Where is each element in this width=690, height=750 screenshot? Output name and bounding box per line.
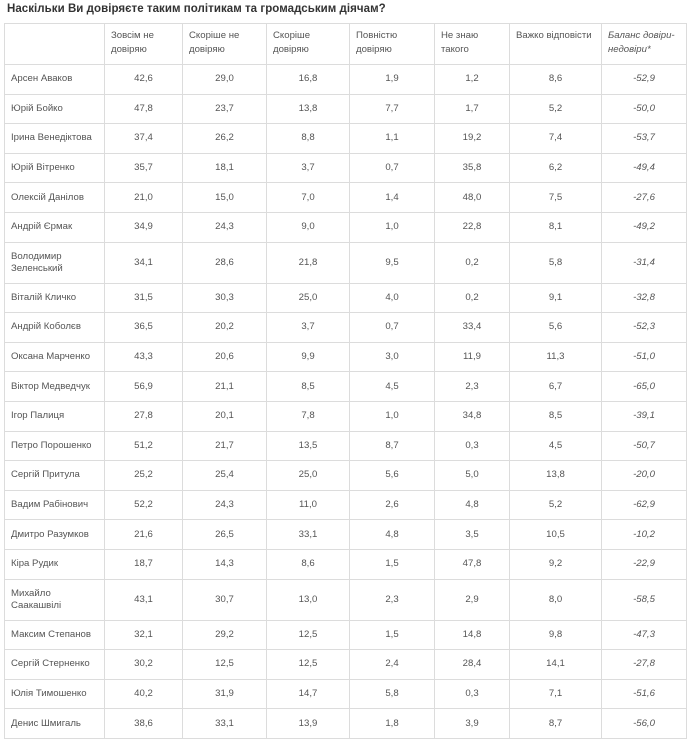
cell-dont-know: 19,2 <box>435 124 510 154</box>
cell-trust-balance: -52,3 <box>602 313 687 343</box>
cell-no-trust-at-all: 47,8 <box>105 94 183 124</box>
cell-no-trust-at-all: 27,8 <box>105 401 183 431</box>
table-row <box>5 461 687 491</box>
cell-no-trust-at-all: 38,6 <box>105 709 183 739</box>
cell-rather-no-trust: 20,6 <box>183 342 267 372</box>
cell-politician-name: Сергій Притула <box>5 461 105 491</box>
table-row <box>5 65 687 95</box>
cell-full-trust: 0,7 <box>350 313 435 343</box>
cell-rather-no-trust: 20,1 <box>183 401 267 431</box>
cell-rather-no-trust: 33,1 <box>183 709 267 739</box>
cell-rather-trust: 12,5 <box>267 620 350 650</box>
cell-politician-name: Михайло Саакашвілі <box>5 579 105 620</box>
column-header-rather-no-trust: Скоріше не довіряю <box>183 24 267 65</box>
cell-rather-no-trust: 29,0 <box>183 65 267 95</box>
cell-trust-balance: -62,9 <box>602 490 687 520</box>
cell-hard-to-answer: 8,5 <box>510 401 602 431</box>
table-row <box>5 124 687 154</box>
cell-rather-no-trust: 28,6 <box>183 242 267 283</box>
table-row <box>5 153 687 183</box>
cell-dont-know: 48,0 <box>435 183 510 213</box>
cell-trust-balance: -56,0 <box>602 709 687 739</box>
cell-full-trust: 1,0 <box>350 212 435 242</box>
table-row <box>5 709 687 739</box>
cell-no-trust-at-all: 30,2 <box>105 650 183 680</box>
cell-full-trust: 7,7 <box>350 94 435 124</box>
cell-dont-know: 2,9 <box>435 579 510 620</box>
cell-no-trust-at-all: 43,3 <box>105 342 183 372</box>
cell-no-trust-at-all: 21,6 <box>105 520 183 550</box>
cell-dont-know: 0,2 <box>435 242 510 283</box>
cell-dont-know: 4,8 <box>435 490 510 520</box>
cell-rather-trust: 14,7 <box>267 679 350 709</box>
cell-politician-name: Кіра Рудик <box>5 549 105 579</box>
cell-rather-no-trust: 23,7 <box>183 94 267 124</box>
cell-dont-know: 3,5 <box>435 520 510 550</box>
column-header-full-trust: Повністю довіряю <box>350 24 435 65</box>
cell-rather-trust: 11,0 <box>267 490 350 520</box>
cell-rather-no-trust: 15,0 <box>183 183 267 213</box>
cell-full-trust: 1,5 <box>350 549 435 579</box>
cell-trust-balance: -47,3 <box>602 620 687 650</box>
cell-rather-no-trust: 14,3 <box>183 549 267 579</box>
cell-politician-name: Володимир Зеленський <box>5 242 105 283</box>
cell-no-trust-at-all: 18,7 <box>105 549 183 579</box>
cell-rather-no-trust: 18,1 <box>183 153 267 183</box>
cell-rather-trust: 7,0 <box>267 183 350 213</box>
cell-trust-balance: -22,9 <box>602 549 687 579</box>
cell-full-trust: 1,5 <box>350 620 435 650</box>
cell-rather-trust: 25,0 <box>267 283 350 313</box>
cell-full-trust: 2,4 <box>350 650 435 680</box>
cell-hard-to-answer: 7,4 <box>510 124 602 154</box>
cell-full-trust: 5,8 <box>350 679 435 709</box>
cell-no-trust-at-all: 25,2 <box>105 461 183 491</box>
cell-hard-to-answer: 9,8 <box>510 620 602 650</box>
column-header-hard-to-answer: Важко відповісти <box>510 24 602 65</box>
cell-dont-know: 28,4 <box>435 650 510 680</box>
cell-hard-to-answer: 8,6 <box>510 65 602 95</box>
cell-trust-balance: -10,2 <box>602 520 687 550</box>
cell-politician-name: Олексій Данілов <box>5 183 105 213</box>
cell-hard-to-answer: 6,7 <box>510 372 602 402</box>
cell-politician-name: Юлія Тимошенко <box>5 679 105 709</box>
table-row <box>5 283 687 313</box>
table-row <box>5 372 687 402</box>
cell-hard-to-answer: 7,1 <box>510 679 602 709</box>
cell-politician-name: Вадим Рабінович <box>5 490 105 520</box>
cell-no-trust-at-all: 36,5 <box>105 313 183 343</box>
cell-dont-know: 0,2 <box>435 283 510 313</box>
cell-rather-no-trust: 26,5 <box>183 520 267 550</box>
trust-table <box>4 23 687 739</box>
column-header-trust-balance: Баланс довіри-недовіри* <box>602 24 687 65</box>
cell-no-trust-at-all: 56,9 <box>105 372 183 402</box>
cell-dont-know: 33,4 <box>435 313 510 343</box>
cell-rather-trust: 3,7 <box>267 153 350 183</box>
cell-rather-no-trust: 25,4 <box>183 461 267 491</box>
cell-dont-know: 34,8 <box>435 401 510 431</box>
cell-trust-balance: -53,7 <box>602 124 687 154</box>
table-row <box>5 401 687 431</box>
cell-full-trust: 1,8 <box>350 709 435 739</box>
cell-full-trust: 2,3 <box>350 579 435 620</box>
cell-hard-to-answer: 8,7 <box>510 709 602 739</box>
cell-rather-no-trust: 21,1 <box>183 372 267 402</box>
cell-full-trust: 1,9 <box>350 65 435 95</box>
cell-dont-know: 47,8 <box>435 549 510 579</box>
cell-hard-to-answer: 14,1 <box>510 650 602 680</box>
cell-trust-balance: -27,6 <box>602 183 687 213</box>
table-row <box>5 212 687 242</box>
cell-trust-balance: -58,5 <box>602 579 687 620</box>
column-header-rather-trust: Скоріше довіряю <box>267 24 350 65</box>
cell-politician-name: Віктор Медведчук <box>5 372 105 402</box>
cell-no-trust-at-all: 31,5 <box>105 283 183 313</box>
cell-rather-trust: 8,6 <box>267 549 350 579</box>
cell-no-trust-at-all: 52,2 <box>105 490 183 520</box>
cell-trust-balance: -51,6 <box>602 679 687 709</box>
cell-hard-to-answer: 4,5 <box>510 431 602 461</box>
cell-rather-trust: 12,5 <box>267 650 350 680</box>
cell-full-trust: 9,5 <box>350 242 435 283</box>
table-row <box>5 650 687 680</box>
cell-trust-balance: -31,4 <box>602 242 687 283</box>
cell-dont-know: 1,2 <box>435 65 510 95</box>
table-row <box>5 313 687 343</box>
cell-politician-name: Сергій Стерненко <box>5 650 105 680</box>
cell-rather-trust: 8,8 <box>267 124 350 154</box>
table-row <box>5 183 687 213</box>
cell-politician-name: Арсен Аваков <box>5 65 105 95</box>
cell-no-trust-at-all: 34,1 <box>105 242 183 283</box>
column-header-name <box>5 24 105 65</box>
cell-rather-trust: 9,9 <box>267 342 350 372</box>
cell-full-trust: 4,0 <box>350 283 435 313</box>
cell-dont-know: 14,8 <box>435 620 510 650</box>
cell-no-trust-at-all: 40,2 <box>105 679 183 709</box>
cell-trust-balance: -50,7 <box>602 431 687 461</box>
cell-hard-to-answer: 5,2 <box>510 490 602 520</box>
cell-politician-name: Ірина Венедіктова <box>5 124 105 154</box>
table-row <box>5 431 687 461</box>
cell-full-trust: 0,7 <box>350 153 435 183</box>
cell-rather-no-trust: 29,2 <box>183 620 267 650</box>
table-row <box>5 242 687 283</box>
cell-hard-to-answer: 6,2 <box>510 153 602 183</box>
cell-full-trust: 4,8 <box>350 520 435 550</box>
cell-rather-no-trust: 20,2 <box>183 313 267 343</box>
cell-trust-balance: -49,4 <box>602 153 687 183</box>
cell-politician-name: Андрій Єрмак <box>5 212 105 242</box>
cell-rather-no-trust: 30,7 <box>183 579 267 620</box>
cell-rather-trust: 25,0 <box>267 461 350 491</box>
cell-full-trust: 2,6 <box>350 490 435 520</box>
cell-dont-know: 11,9 <box>435 342 510 372</box>
cell-dont-know: 2,3 <box>435 372 510 402</box>
cell-trust-balance: -65,0 <box>602 372 687 402</box>
cell-politician-name: Дмитро Разумков <box>5 520 105 550</box>
cell-rather-no-trust: 21,7 <box>183 431 267 461</box>
column-header-no-trust-at-all: Зовсім не довіряю <box>105 24 183 65</box>
cell-hard-to-answer: 9,2 <box>510 549 602 579</box>
cell-full-trust: 1,0 <box>350 401 435 431</box>
cell-trust-balance: -20,0 <box>602 461 687 491</box>
cell-no-trust-at-all: 43,1 <box>105 579 183 620</box>
cell-hard-to-answer: 8,0 <box>510 579 602 620</box>
cell-dont-know: 0,3 <box>435 431 510 461</box>
header-row <box>5 24 687 65</box>
cell-no-trust-at-all: 51,2 <box>105 431 183 461</box>
cell-rather-trust: 16,8 <box>267 65 350 95</box>
cell-dont-know: 1,7 <box>435 94 510 124</box>
cell-hard-to-answer: 13,8 <box>510 461 602 491</box>
cell-trust-balance: -51,0 <box>602 342 687 372</box>
cell-rather-no-trust: 12,5 <box>183 650 267 680</box>
cell-politician-name: Максим Степанов <box>5 620 105 650</box>
table-row <box>5 579 687 620</box>
cell-dont-know: 3,9 <box>435 709 510 739</box>
cell-hard-to-answer: 5,8 <box>510 242 602 283</box>
cell-no-trust-at-all: 34,9 <box>105 212 183 242</box>
cell-politician-name: Петро Порошенко <box>5 431 105 461</box>
cell-full-trust: 3,0 <box>350 342 435 372</box>
table-row <box>5 94 687 124</box>
cell-rather-trust: 13,0 <box>267 579 350 620</box>
cell-hard-to-answer: 7,5 <box>510 183 602 213</box>
cell-rather-trust: 33,1 <box>267 520 350 550</box>
cell-full-trust: 4,5 <box>350 372 435 402</box>
cell-trust-balance: -39,1 <box>602 401 687 431</box>
cell-rather-no-trust: 24,3 <box>183 490 267 520</box>
cell-rather-trust: 13,9 <box>267 709 350 739</box>
cell-trust-balance: -32,8 <box>602 283 687 313</box>
cell-trust-balance: -27,8 <box>602 650 687 680</box>
cell-rather-trust: 21,8 <box>267 242 350 283</box>
cell-hard-to-answer: 10,5 <box>510 520 602 550</box>
cell-full-trust: 8,7 <box>350 431 435 461</box>
cell-politician-name: Денис Шмигаль <box>5 709 105 739</box>
cell-rather-trust: 7,8 <box>267 401 350 431</box>
cell-hard-to-answer: 9,1 <box>510 283 602 313</box>
cell-rather-trust: 13,5 <box>267 431 350 461</box>
cell-full-trust: 1,4 <box>350 183 435 213</box>
cell-full-trust: 1,1 <box>350 124 435 154</box>
cell-politician-name: Юрій Вітренко <box>5 153 105 183</box>
cell-politician-name: Оксана Марченко <box>5 342 105 372</box>
cell-politician-name: Андрій Коболєв <box>5 313 105 343</box>
cell-no-trust-at-all: 35,7 <box>105 153 183 183</box>
cell-dont-know: 35,8 <box>435 153 510 183</box>
table-row <box>5 549 687 579</box>
cell-dont-know: 5,0 <box>435 461 510 491</box>
cell-hard-to-answer: 8,1 <box>510 212 602 242</box>
cell-rather-no-trust: 31,9 <box>183 679 267 709</box>
cell-hard-to-answer: 5,2 <box>510 94 602 124</box>
cell-trust-balance: -52,9 <box>602 65 687 95</box>
cell-hard-to-answer: 11,3 <box>510 342 602 372</box>
cell-politician-name: Ігор Палиця <box>5 401 105 431</box>
cell-rather-trust: 8,5 <box>267 372 350 402</box>
cell-rather-no-trust: 26,2 <box>183 124 267 154</box>
cell-rather-no-trust: 24,3 <box>183 212 267 242</box>
cell-no-trust-at-all: 21,0 <box>105 183 183 213</box>
column-header-dont-know: Не знаю такого <box>435 24 510 65</box>
cell-rather-trust: 13,8 <box>267 94 350 124</box>
cell-rather-trust: 3,7 <box>267 313 350 343</box>
table-row <box>5 490 687 520</box>
cell-dont-know: 0,3 <box>435 679 510 709</box>
table-title: Наскільки Ви довіряєте таким політикам та громадським діячам? <box>7 3 386 15</box>
cell-trust-balance: -50,0 <box>602 94 687 124</box>
cell-no-trust-at-all: 42,6 <box>105 65 183 95</box>
cell-rather-no-trust: 30,3 <box>183 283 267 313</box>
cell-dont-know: 22,8 <box>435 212 510 242</box>
cell-no-trust-at-all: 37,4 <box>105 124 183 154</box>
table-row <box>5 342 687 372</box>
cell-trust-balance: -49,2 <box>602 212 687 242</box>
table-row <box>5 679 687 709</box>
cell-politician-name: Віталій Кличко <box>5 283 105 313</box>
cell-no-trust-at-all: 32,1 <box>105 620 183 650</box>
cell-rather-trust: 9,0 <box>267 212 350 242</box>
table-row <box>5 520 687 550</box>
cell-politician-name: Юрій Бойко <box>5 94 105 124</box>
cell-full-trust: 5,6 <box>350 461 435 491</box>
cell-hard-to-answer: 5,6 <box>510 313 602 343</box>
table-row <box>5 620 687 650</box>
